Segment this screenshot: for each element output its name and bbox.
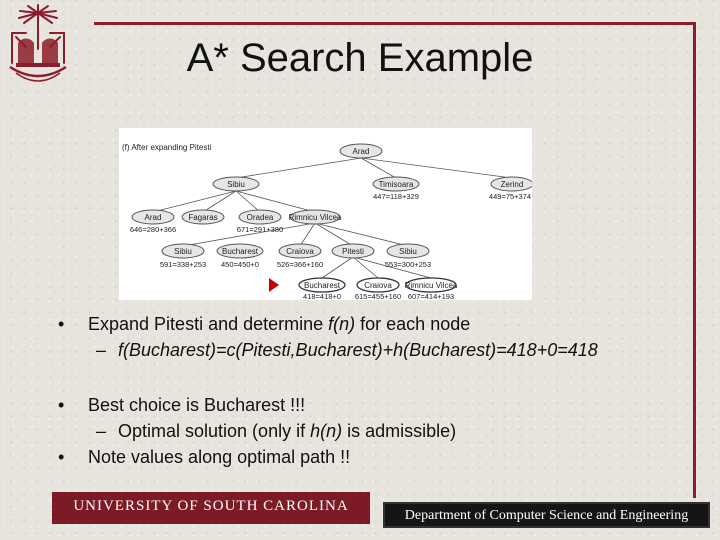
tree-node-rimnicu-via-pitesti xyxy=(405,278,458,292)
tree-node-arad-root xyxy=(340,144,382,158)
tree-node-craiova xyxy=(279,244,321,258)
tree-node-sibiu xyxy=(213,177,259,191)
svg-text:Rimnicu Vilcea: Rimnicu Vilcea xyxy=(288,213,342,222)
sub-bullet-item: – f(Bucharest)=c(Pitesti,Bucharest)+h(Bucharest)=418+0=418 xyxy=(96,340,598,360)
svg-text:Zerind: Zerind xyxy=(500,180,524,189)
frame-top-line xyxy=(94,22,696,25)
sub-bullet-item: – Optimal solution (only if h(n) is admissible) xyxy=(96,421,457,441)
bullet-list xyxy=(58,311,698,470)
tree-node-sibiu-level3 xyxy=(162,244,204,258)
tree-f-sibiu-level3: 591=338+253 xyxy=(159,260,207,269)
tree-node-fagaras xyxy=(182,210,224,224)
tree-f-arad-level2: 646=280+366 xyxy=(129,225,177,234)
tree-node-oradea xyxy=(239,210,281,224)
svg-text:Sibiu: Sibiu xyxy=(174,247,192,256)
tree-node-sibiu-via-rimnicu xyxy=(387,244,429,258)
tree-node-arad-level2 xyxy=(132,210,174,224)
tree-f-oradea: 671=291+380 xyxy=(236,225,284,234)
svg-text:Bucharest: Bucharest xyxy=(221,247,259,256)
tree-f-timisoara: 447=118+329 xyxy=(373,192,419,201)
svg-text:Sibiu: Sibiu xyxy=(399,247,417,256)
tree-f-sibiu-via-rimnicu: 553=300+253 xyxy=(384,260,432,269)
tree-f-craiova-via-pitesti: 615=455+160 xyxy=(354,292,402,300)
tree-f-bucharest-goal: 418=418+0 xyxy=(303,292,341,300)
svg-text:Craiova: Craiova xyxy=(364,281,392,290)
search-tree-figure xyxy=(119,128,532,300)
university-banner xyxy=(52,492,370,524)
bullet-item: • Expand Pitesti and determine f(n) for each node xyxy=(58,311,698,337)
university-name: UNIVERSITY OF SOUTH CAROLINA xyxy=(73,498,349,514)
svg-text:Bucharest: Bucharest xyxy=(303,281,341,290)
tree-node-craiova-via-pitesti xyxy=(357,278,399,292)
bullet-dot-icon: • xyxy=(58,447,65,467)
tree-node-bucharest-goal xyxy=(299,278,345,292)
tree-node-rimnicu-vilcea xyxy=(289,210,342,224)
svg-text:Arad: Arad xyxy=(352,147,370,156)
bullet-item: • Best choice is Bucharest !!! xyxy=(58,392,698,418)
tree-f-craiova: 526=366+160 xyxy=(276,260,324,269)
tree-f-rimnicu-via-pitesti: 607=414+193 xyxy=(407,292,455,300)
red-triangle-marker-icon xyxy=(269,278,279,292)
svg-text:Oradea: Oradea xyxy=(246,213,274,222)
bullet-dot-icon: • xyxy=(58,314,65,334)
tree-f-zerind: 449=75+374 xyxy=(488,192,532,201)
tree-caption: (f) After expanding Pitesti xyxy=(122,143,212,152)
svg-text:Rimnicu Vilcea: Rimnicu Vilcea xyxy=(404,281,458,290)
department-name: Department of Computer Science and Engineering xyxy=(404,508,689,523)
tree-node-bucharest-via-fagaras xyxy=(217,244,263,258)
svg-text:Timisoara: Timisoara xyxy=(378,180,414,189)
slide-title: A* Search Example xyxy=(186,36,534,80)
tree-node-timisoara xyxy=(373,177,419,191)
svg-text:Sibiu: Sibiu xyxy=(227,180,245,189)
department-banner xyxy=(383,502,710,528)
svg-text:Arad: Arad xyxy=(144,213,162,222)
bullet-dot-icon: • xyxy=(58,395,65,415)
tree-node-pitesti xyxy=(332,244,374,258)
svg-text:Fagaras: Fagaras xyxy=(188,213,218,222)
tree-node-zerind xyxy=(491,177,532,191)
bullet-item: • Note values along optimal path !! xyxy=(58,444,698,470)
svg-text:Pitesti: Pitesti xyxy=(342,247,364,256)
tree-f-bucharest-via-fagaras: 450=450+0 xyxy=(221,260,259,269)
svg-text:Craiova: Craiova xyxy=(286,247,314,256)
